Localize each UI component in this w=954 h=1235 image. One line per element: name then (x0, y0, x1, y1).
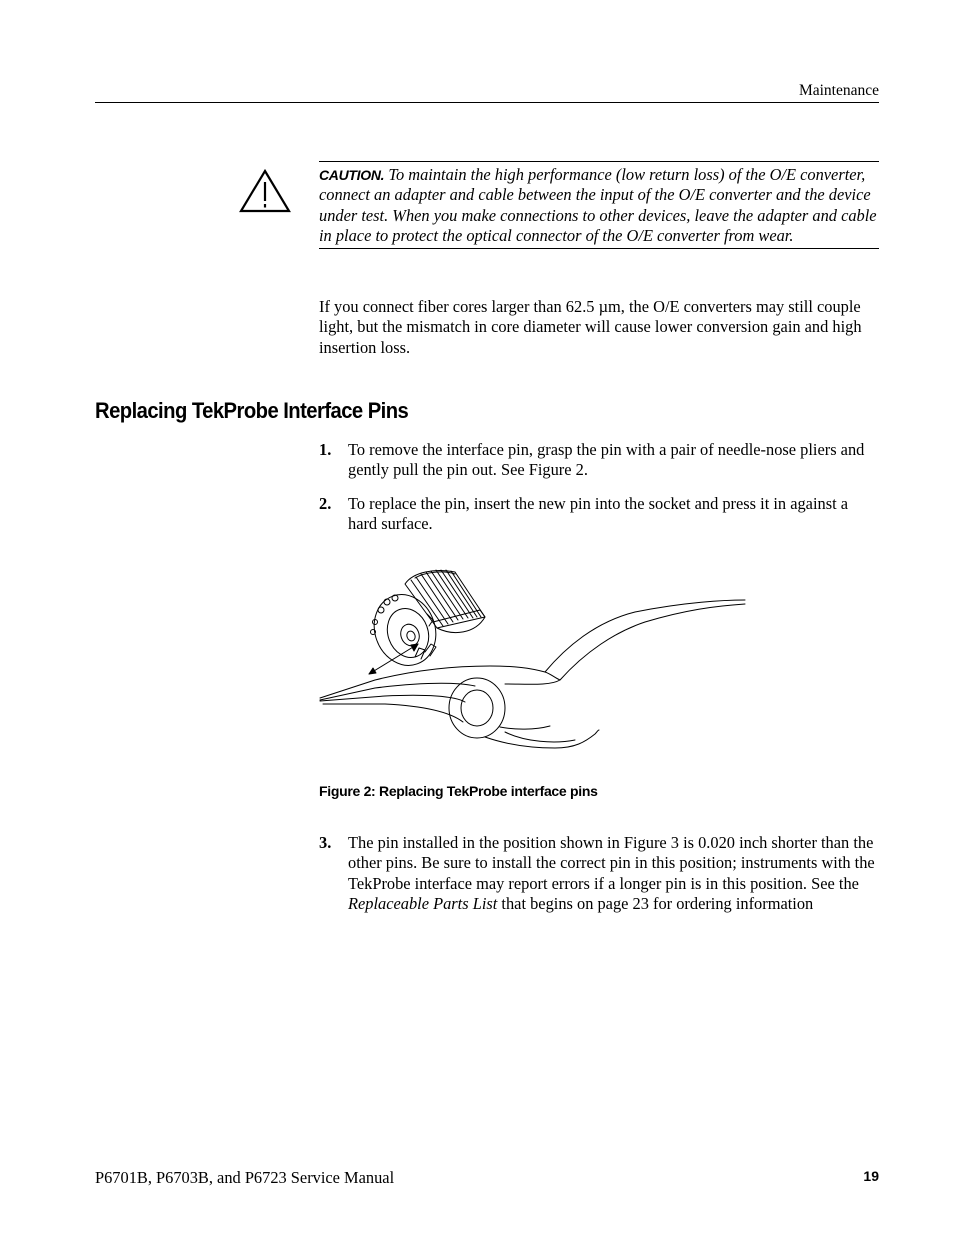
caution-text: To maintain the high performance (low return loss) of the O/E converter, connect an adapter and cable between the input of the O/E converter and the device under test. When you make connections to other devices, leave the adapter and cable in place to protect the optical connector of the O/E converter from wear. (319, 165, 877, 245)
caution-notice (319, 161, 879, 249)
step-3-text-before: The pin installed in the position shown in Figure 3 is 0.020 inch shorter than the other pins. Be sure to install the correct pin in this position; instruments with the TekProbe interface may report errors if a longer pin is in this position. See the (348, 833, 875, 893)
connector-face (364, 586, 445, 674)
step-text (348, 833, 881, 914)
footer-manual-title: P6701B, P6703B, and P6723 Service Manual (95, 1168, 395, 1187)
caution-label: CAUTION. (319, 167, 385, 183)
probe-connector-body (405, 570, 485, 633)
section-heading: Replacing TekProbe Interface Pins (95, 398, 409, 423)
fiber-core-note: If you connect fiber cores larger than 62.5 µm, the O/E converters may still couple light, but the mismatch in core diameter will cause lower conversion gain and high insertion loss. (319, 297, 862, 357)
header-rule (95, 102, 879, 103)
step-1 (319, 440, 881, 481)
figure-caption: Figure 2: Replacing TekProbe interface pins (319, 783, 598, 799)
step-2 (319, 494, 881, 535)
pliers (320, 600, 745, 748)
caution-icon (238, 168, 292, 214)
pin-replacement-illustration (315, 562, 755, 762)
step-number: 1. (319, 440, 332, 459)
step-3 (319, 833, 881, 914)
step-number: 3. (319, 833, 332, 852)
step-text: To remove the interface pin, grasp the pin with a pair of needle-nose pliers and gently pull the pin out. See Figure 2. (348, 440, 865, 480)
step-3-text-after: that begins on page 23 for ordering information (497, 893, 814, 913)
parts-list-reference: Replaceable Parts List (348, 893, 498, 913)
step-text: To replace the pin, insert the new pin into the socket and press it in against a hard surface. (348, 494, 848, 534)
page-number: 19 (863, 1168, 879, 1184)
running-header: Maintenance (798, 82, 879, 99)
step-number: 2. (319, 494, 332, 513)
